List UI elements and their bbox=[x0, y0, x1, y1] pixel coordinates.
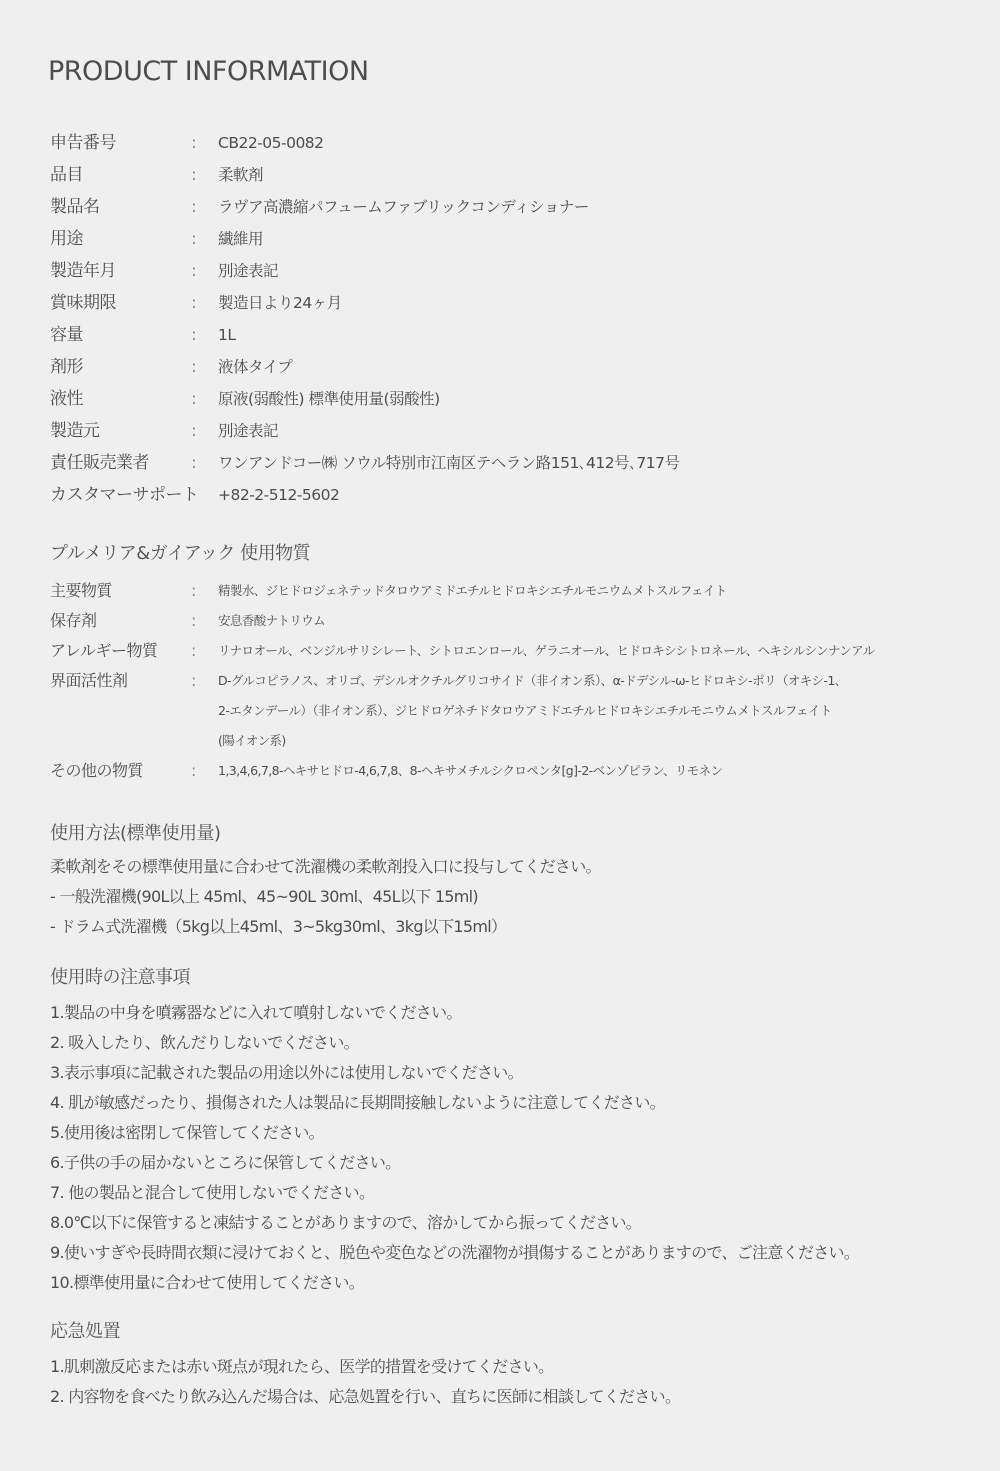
info-row-capacity bbox=[50, 319, 950, 351]
info-row-distributor bbox=[50, 447, 950, 479]
caution-item: 8.0℃以下に保管すると凍結することがありますので、溶かしてから振ってください。 bbox=[50, 1213, 642, 1232]
ingredient-label: 界面活性剤 bbox=[50, 671, 128, 690]
info-label: 剤形 bbox=[50, 357, 83, 377]
caution-item: 10.標準使用量に合わせて使用してください。 bbox=[50, 1273, 365, 1292]
info-value: 別途表記 bbox=[218, 422, 279, 440]
info-colon: : bbox=[191, 165, 197, 185]
ingredient-value bbox=[218, 666, 950, 756]
first-aid-item: 2. 内容物を食べたり飲み込んだ場合は、応急処置を行い、直ちに医師に相談してください。 bbox=[50, 1387, 681, 1406]
info-label: 用途 bbox=[50, 229, 83, 249]
ingredients-table bbox=[50, 576, 950, 786]
ingredient-line: (陽イオン系) bbox=[218, 733, 286, 748]
info-value: 柔軟剤 bbox=[218, 166, 264, 184]
ingredient-label: その他の物質 bbox=[50, 761, 144, 780]
ingredient-colon: : bbox=[191, 641, 196, 660]
info-value: 別途表記 bbox=[218, 262, 279, 280]
info-colon: : bbox=[191, 261, 197, 281]
info-label: 申告番号 bbox=[50, 133, 116, 153]
ingredient-row-allergen bbox=[50, 636, 950, 666]
info-label: カスタマーサポート bbox=[50, 485, 199, 505]
ingredient-label: 主要物質 bbox=[50, 581, 113, 600]
info-label: 賞味期限 bbox=[50, 293, 116, 313]
ingredient-colon: : bbox=[191, 671, 196, 690]
ingredient-colon: : bbox=[191, 581, 196, 600]
cautions-section-title: 使用時の注意事項 bbox=[50, 967, 190, 988]
info-label: 液性 bbox=[50, 389, 83, 409]
ingredient-value bbox=[218, 756, 950, 786]
info-colon: : bbox=[191, 293, 197, 313]
cautions-list bbox=[50, 998, 950, 1298]
usage-line: - 一般洗濯機(90L以上 45ml、45~90L 30ml、45L以下 15ml) bbox=[50, 887, 478, 906]
ingredient-label: アレルギー物質 bbox=[50, 641, 158, 660]
usage-section-title: 使用方法(標準使用量) bbox=[50, 823, 221, 844]
product-info-table bbox=[50, 127, 950, 511]
info-label: 製品名 bbox=[50, 197, 100, 217]
first-aid-item: 1.肌刺激反応または赤い斑点が現れたら、医学的措置を受けてください。 bbox=[50, 1357, 554, 1376]
info-colon: : bbox=[191, 389, 197, 409]
info-colon: : bbox=[191, 357, 197, 377]
ingredient-line: 1,3,4,6,7,8-ヘキサヒドロ-4,6,7,8、8-ヘキサメチルシクロペンタ[g]-2-ベンゾピラン、リモネン bbox=[218, 763, 723, 778]
ingredient-value bbox=[218, 636, 950, 666]
ingredient-line: 精製水、ジヒドロジェネテッドタロウアミドエチルヒドロキシエチルモニウムメトスルフェイト bbox=[218, 583, 727, 598]
info-colon: : bbox=[191, 133, 197, 153]
ingredients-section-title: プルメリア&ガイアック 使用物質 bbox=[50, 543, 311, 564]
info-colon: : bbox=[191, 325, 197, 345]
ingredient-line: D-グルコピラノス、オリゴ、デシルオクチルグリコサイド（非イオン系）、α-ドデシル-ω-ヒドロキシ-ポリ（オキシ-1、 bbox=[218, 673, 847, 688]
ingredient-line: リナロオール、ベンジルサリシレート、シトロエンロール、ゲラニオール、ヒドロキシシトロネール、ヘキシルシンナンアル bbox=[218, 643, 875, 658]
info-row-manufacture-date bbox=[50, 255, 950, 287]
info-row-ph bbox=[50, 383, 950, 415]
info-colon: : bbox=[191, 229, 197, 249]
info-value: 製造日より24ヶ月 bbox=[218, 294, 342, 312]
ingredient-colon: : bbox=[191, 611, 196, 630]
ingredient-label: 保存剤 bbox=[50, 611, 97, 630]
caution-item: 7. 他の製品と混合して使用しないでください。 bbox=[50, 1183, 375, 1202]
info-label: 製造年月 bbox=[50, 261, 116, 281]
info-row-form bbox=[50, 351, 950, 383]
info-value: 原液(弱酸性) 標準使用量(弱酸性) bbox=[218, 390, 440, 408]
usage-line: 柔軟剤をその標準使用量に合わせて洗濯機の柔軟剤投入口に投与してください。 bbox=[50, 857, 601, 876]
info-row-usage bbox=[50, 223, 950, 255]
info-label: 品目 bbox=[50, 165, 83, 185]
info-row-customer-support bbox=[50, 479, 950, 511]
info-value: ワンアンドコー㈱ ソウル特別市江南区テヘラン路151､412号､717号 bbox=[218, 454, 680, 472]
info-value: CB22-05-0082 bbox=[218, 134, 324, 152]
page-title: PRODUCT INFORMATION bbox=[48, 56, 369, 87]
ingredient-row-preservative bbox=[50, 606, 950, 636]
caution-item: 5.使用後は密閉して保管してください。 bbox=[50, 1123, 324, 1142]
ingredient-row-surfactant bbox=[50, 666, 950, 756]
info-value: ラヴア高濃縮パフュームファブリックコンディショナー bbox=[218, 198, 589, 216]
caution-item: 1.製品の中身を噴霧器などに入れて噴射しないでください。 bbox=[50, 1003, 462, 1022]
info-row-expiry bbox=[50, 287, 950, 319]
info-value: 液体タイプ bbox=[218, 358, 293, 376]
first-aid-list bbox=[50, 1352, 950, 1412]
info-label: 容量 bbox=[50, 325, 83, 345]
usage-text bbox=[50, 852, 950, 942]
caution-item: 9.使いすぎや長時間衣類に浸けておくと、脱色や変色などの洗濯物が損傷することがありますので、ご注意ください。 bbox=[50, 1243, 860, 1262]
caution-item: 2. 吸入したり、飲んだりしないでください。 bbox=[50, 1033, 359, 1052]
info-value: 繊維用 bbox=[218, 230, 264, 248]
caution-item: 3.表示事項に記載された製品の用途以外には使用しないでください。 bbox=[50, 1063, 523, 1082]
ingredient-line: 2-エタンデール）（非イオン系）、ジヒドロゲネチドタロウアミドエチルヒドロキシエチルモニウムメトスルフェイト bbox=[218, 703, 832, 718]
info-colon: : bbox=[191, 197, 197, 217]
ingredient-value bbox=[218, 576, 950, 606]
info-label: 責任販売業者 bbox=[50, 453, 149, 473]
caution-item: 4. 肌が敏感だったり、損傷された人は製品に長期間接触しないように注意してください。 bbox=[50, 1093, 665, 1112]
first-aid-section-title: 応急処置 bbox=[50, 1321, 120, 1342]
ingredient-row-main bbox=[50, 576, 950, 606]
info-colon: : bbox=[191, 453, 197, 473]
ingredient-colon: : bbox=[191, 761, 196, 780]
info-value: +82-2-512-5602 bbox=[218, 486, 340, 504]
ingredient-line: 安息香酸ナトリウム bbox=[218, 613, 325, 628]
info-colon: : bbox=[191, 421, 197, 441]
caution-item: 6.子供の手の届かないところに保管してください。 bbox=[50, 1153, 401, 1172]
info-row-manufacturer bbox=[50, 415, 950, 447]
usage-line: - ドラム式洗濯機（5kg以上45ml、3~5kg30ml、3kg以下15ml） bbox=[50, 917, 507, 936]
info-row-category bbox=[50, 159, 950, 191]
info-row-product-name bbox=[50, 191, 950, 223]
ingredient-value bbox=[218, 606, 950, 636]
ingredient-row-other bbox=[50, 756, 950, 786]
info-label: 製造元 bbox=[50, 421, 100, 441]
info-value: 1L bbox=[218, 326, 236, 344]
info-row-report-number bbox=[50, 127, 950, 159]
